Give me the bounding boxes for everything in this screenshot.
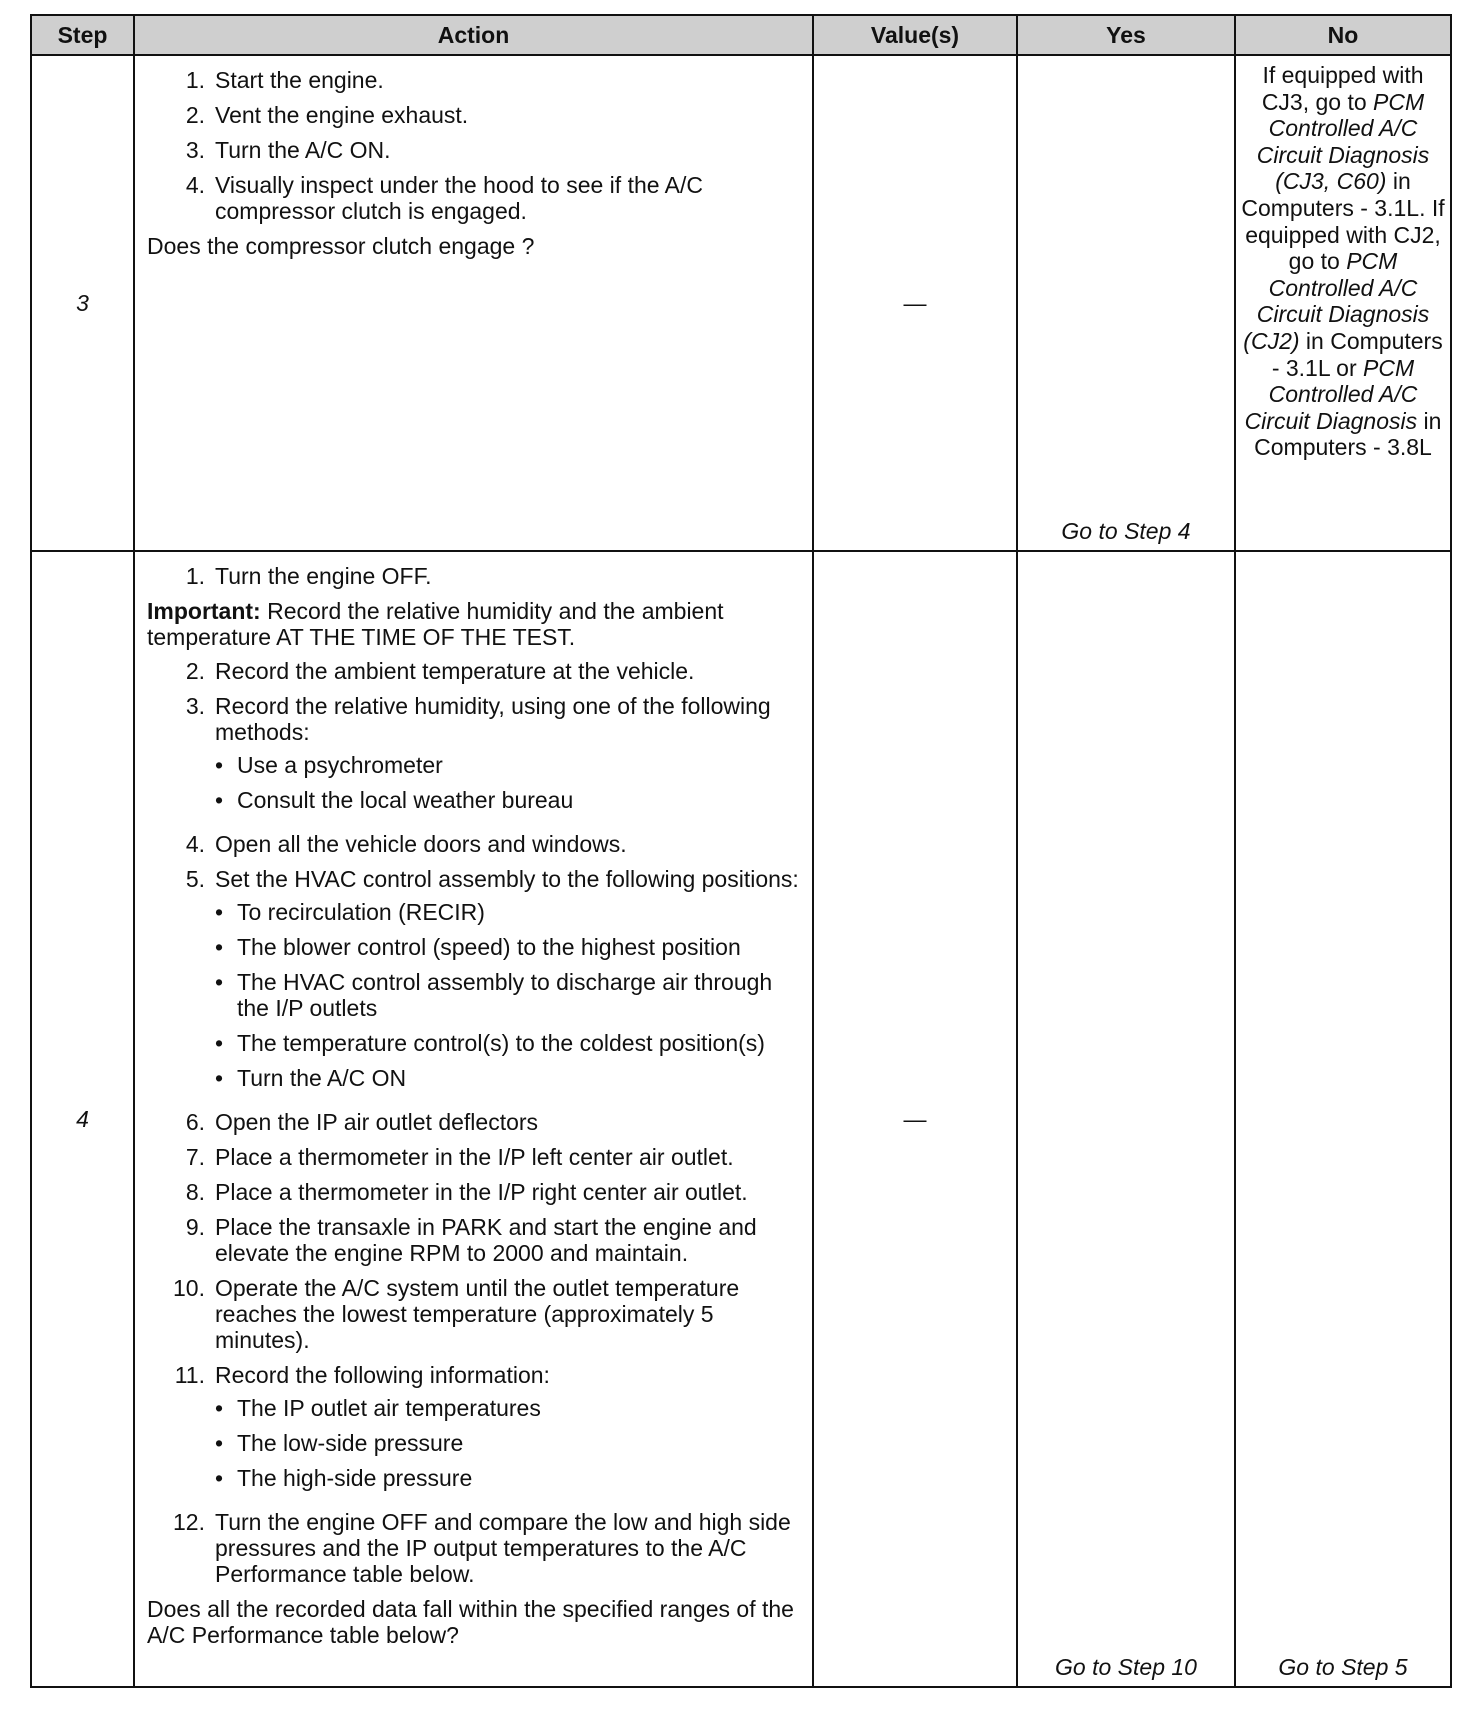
no-reference: PCM Controlled A/C Circuit Diagnosis (CJ2) — [1243, 248, 1430, 354]
no-text: in Computers - 3.1L or — [1271, 327, 1443, 381]
step-index: 3. — [185, 693, 205, 719]
no-text: in Computers - 3.1L. If equipped with CJ2, go to — [1241, 168, 1445, 275]
step-text: Open the IP air outlet deflectors — [215, 1109, 539, 1135]
action-step — [147, 563, 800, 589]
action-question: Does the compressor clutch engage ? — [147, 233, 535, 259]
important-text: Record the relative humidity and the ambient temperature AT THE TIME OF THE TEST. — [147, 598, 724, 650]
action-step — [147, 67, 800, 93]
step-text: Visually inspect under the hood to see if the A/C compressor clutch is engaged. — [215, 172, 703, 224]
list-item: • Turn the A/C ON — [215, 1065, 800, 1091]
step-text: Operate the A/C system until the outlet temperature reaches the lowest temperature (approximately 5 minutes). — [215, 1275, 740, 1353]
action-steps — [147, 67, 800, 224]
header-no: No — [1235, 15, 1451, 55]
step-index: 1. — [185, 563, 205, 589]
no-cell — [1235, 55, 1451, 551]
step-text: Record the relative humidity, using one of the following methods: — [215, 693, 771, 745]
list-item: • Consult the local weather bureau — [215, 787, 800, 813]
action-step — [147, 658, 800, 684]
bullet-text: The temperature control(s) to the coldest position(s) — [237, 1030, 765, 1056]
step-text: Vent the engine exhaust. — [215, 102, 469, 128]
list-item: • The high-side pressure — [215, 1465, 800, 1491]
bullet-text: The low-side pressure — [237, 1430, 464, 1456]
step-index: 11. — [174, 1362, 205, 1388]
action-step — [147, 1109, 800, 1135]
list-item: • The IP outlet air temperatures — [215, 1395, 800, 1421]
action-question: Does all the recorded data fall within the specified ranges of the A/C Performance table below? — [147, 1596, 794, 1648]
action-step — [147, 693, 800, 822]
step-index: 12. — [173, 1509, 205, 1535]
header-yes: Yes — [1017, 15, 1235, 55]
step-number: 3 — [31, 55, 134, 551]
step-index: 7. — [185, 1144, 205, 1170]
important-label: Important: — [147, 598, 261, 624]
step-text: Place the transaxle in PARK and start the engine and elevate the engine RPM to 2000 and maintain. — [215, 1214, 757, 1266]
step-text: Place a thermometer in the I/P right center air outlet. — [215, 1179, 748, 1205]
step-text: Open all the vehicle doors and windows. — [215, 831, 627, 857]
bullet-text: The high-side pressure — [237, 1465, 473, 1491]
action-step — [147, 1214, 800, 1266]
action-step — [147, 102, 800, 128]
action-step — [147, 1179, 800, 1205]
action-step — [147, 1509, 800, 1587]
step-text: Turn the A/C ON. — [215, 137, 391, 163]
bullet-text: Turn the A/C ON — [237, 1065, 407, 1091]
step-index: 4. — [185, 172, 205, 198]
list-item: • To recirculation (RECIR) — [215, 899, 800, 925]
header-step: Step — [31, 15, 134, 55]
step-text: Record the ambient temperature at the vehicle. — [215, 658, 695, 684]
step-index: 6. — [185, 1109, 205, 1135]
yes-cell: Go to Step 10 — [1017, 551, 1235, 1687]
step-index: 3. — [185, 137, 205, 163]
bullet-list — [215, 1395, 800, 1491]
bullet-text: The IP outlet air temperatures — [237, 1395, 541, 1421]
bullet-text: The HVAC control assembly to discharge air through the I/P outlets — [237, 969, 773, 1021]
step-index: 10. — [173, 1275, 205, 1301]
diagnostic-table — [30, 14, 1452, 1688]
table-row — [31, 551, 1451, 1687]
no-reference: PCM Controlled A/C Circuit Diagnosis — [1244, 354, 1418, 434]
bullet-list — [215, 752, 800, 813]
action-step — [147, 137, 800, 163]
action-step — [147, 172, 800, 224]
step-text: Set the HVAC control assembly to the following positions: — [215, 866, 799, 892]
step-index: 2. — [185, 102, 205, 128]
important-note — [147, 598, 800, 650]
action-step — [147, 831, 800, 857]
bullet-list — [215, 899, 800, 1091]
step-index: 1. — [185, 67, 205, 93]
no-text: in Computers - 3.8L — [1254, 407, 1442, 461]
yes-cell: Go to Step 4 — [1017, 55, 1235, 551]
bullet-text: Use a psychrometer — [237, 752, 443, 778]
step-index: 9. — [185, 1214, 205, 1240]
action-cell — [134, 551, 813, 1687]
list-item: • The low-side pressure — [215, 1430, 800, 1456]
list-item: • Use a psychrometer — [215, 752, 800, 778]
action-step — [147, 1144, 800, 1170]
header-values: Value(s) — [813, 15, 1017, 55]
table-row — [31, 55, 1451, 551]
action-step — [147, 866, 800, 1100]
header-row — [31, 15, 1451, 55]
action-step — [147, 1362, 800, 1500]
action-cell — [134, 55, 813, 551]
value-cell: — — [813, 551, 1017, 1687]
bullet-text: The blower control (speed) to the highest position — [237, 934, 741, 960]
list-item: • The temperature control(s) to the coldest position(s) — [215, 1030, 800, 1056]
step-index: 2. — [185, 658, 205, 684]
bullet-text: Consult the local weather bureau — [237, 787, 574, 813]
list-item: • The blower control (speed) to the highest position — [215, 934, 800, 960]
step-index: 5. — [185, 866, 205, 892]
bullet-text: To recirculation (RECIR) — [237, 899, 485, 925]
step-text: Turn the engine OFF. — [215, 563, 432, 589]
step-text: Place a thermometer in the I/P left center air outlet. — [215, 1144, 734, 1170]
step-text: Start the engine. — [215, 67, 384, 93]
value-cell: — — [813, 55, 1017, 551]
step-index: 8. — [185, 1179, 205, 1205]
step-text: Record the following information: — [215, 1362, 550, 1388]
no-reference: PCM Controlled A/C Circuit Diagnosis (CJ3, C60) — [1256, 88, 1430, 195]
list-item: • The HVAC control assembly to discharge air through the I/P outlets — [215, 969, 800, 1021]
step-text: Turn the engine OFF and compare the low and high side pressures and the IP output temperatures to the A/C Performance table below. — [215, 1509, 791, 1587]
action-step — [147, 1275, 800, 1353]
no-text: If equipped with CJ3, go to — [1261, 62, 1424, 115]
header-action: Action — [134, 15, 813, 55]
no-cell: Go to Step 5 — [1235, 551, 1451, 1687]
step-number: 4 — [31, 551, 134, 1687]
step-index: 4. — [185, 831, 205, 857]
